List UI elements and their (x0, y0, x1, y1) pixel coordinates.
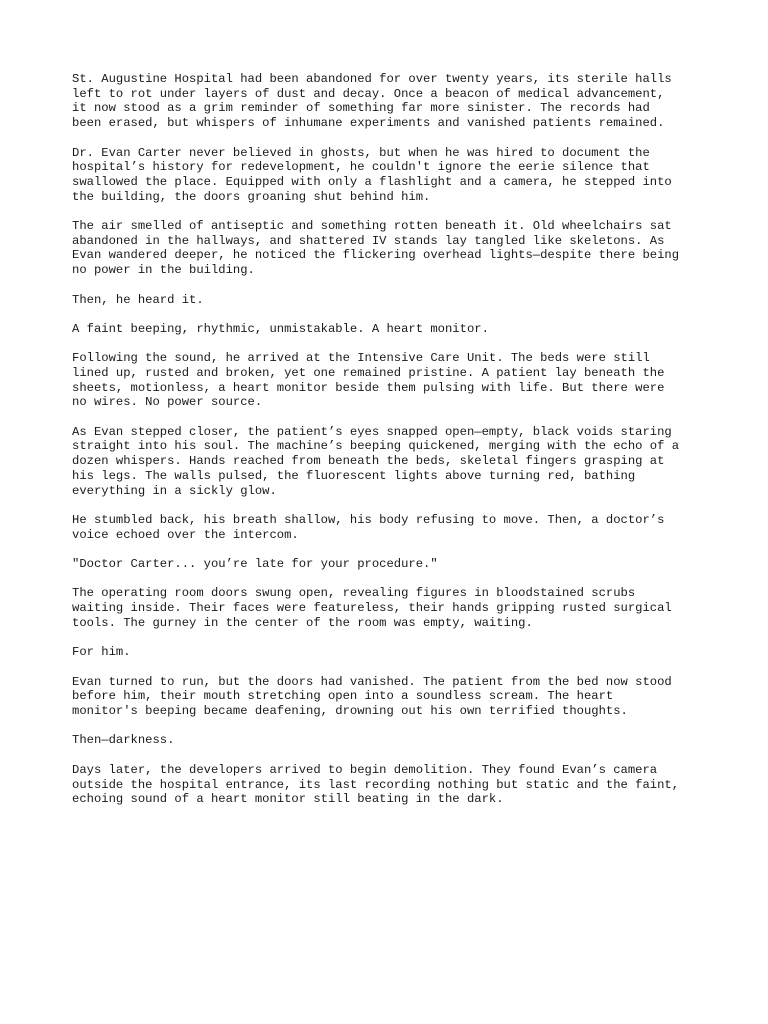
paragraph-7: As Evan stepped closer, the patient’s eyes snapped open—empty, black voids staring straight into his soul. The machine’s beeping quickened, merging with the echo of a dozen whispers. Hands reached from beneath the beds, skeletal fingers grasping at his legs. The walls pulsed, the fluorescent lights above turning red, bathing everything in a sickly glow. (72, 424, 680, 498)
paragraph-14: Days later, the developers arrived to begin demolition. They found Evan’s camera outside the hospital entrance, its last recording nothing but static and the faint, echoing sound of a heart monitor still beating in the dark. (72, 762, 680, 807)
paragraph-6: Following the sound, he arrived at the Intensive Care Unit. The beds were still lined up, rusted and broken, yet one remained pristine. A patient lay beneath the sheets, motionless, a heart monitor beside them pulsing with life. But there were no wires. No power source. (72, 351, 665, 410)
paragraph-5: A faint beeping, rhythmic, unmistakable. A heart monitor. (72, 321, 489, 336)
paragraph-2: Dr. Evan Carter never believed in ghosts, but when he was hired to document the hospital’s history for redevelopment, he couldn't ignore the eerie silence that swallowed the place. Equipped with only a flashlight and a camera, he stepped into the building, the doors groaning shut behind him. (72, 145, 672, 204)
paragraph-13: Then—darkness. (72, 733, 175, 748)
paragraph-12: Evan turned to run, but the doors had vanished. The patient from the bed now stood before him, their mouth stretching open into a soundless scream. The heart monitor's beeping became deafening, drowning out his own terrified thoughts. (72, 674, 672, 719)
paragraph-4: Then, he heard it. (72, 292, 204, 307)
paragraph-9: "Doctor Carter... you’re late for your procedure." (72, 557, 438, 572)
paragraph-11: For him. (72, 645, 131, 660)
paragraph-10: The operating room doors swung open, revealing figures in bloodstained scrubs waiting inside. Their faces were featureless, their hands gripping rusted surgical tools. The gurney in the center of the room was empty, waiting. (72, 586, 672, 630)
paragraph-8: He stumbled back, his breath shallow, his body refusing to move. Then, a doctor’s voice echoed over the intercom. (72, 512, 665, 542)
paragraph-3: The air smelled of antiseptic and something rotten beneath it. Old wheelchairs sat abandoned in the hallways, and shattered IV stands lay tangled like skeletons. As Evan wandered deeper, he noticed the flickering overhead lights—despite there being no power in the building. (72, 219, 680, 278)
document-page (72, 72, 712, 822)
paragraph-1: St. Augustine Hospital had been abandoned for over twenty years, its sterile halls left to rot under layers of dust and decay. Once a beacon of medical advancement, it now stood as a grim reminder of something far more sinister. The records had been erased, but whispers of inhumane experiments and vanished patients remained. (72, 72, 672, 131)
